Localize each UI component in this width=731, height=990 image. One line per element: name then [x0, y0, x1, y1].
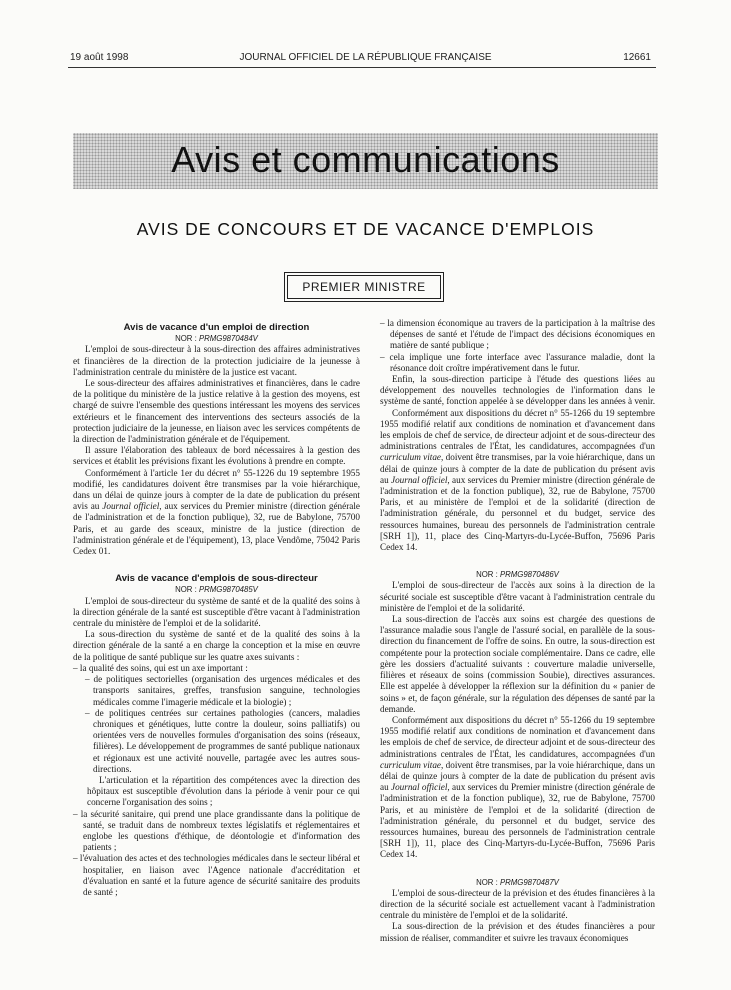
list-item: – cela implique une forte interface avec l'assurance maladie, dont la résonance doit croître impérativement dans le futur. [380, 351, 655, 373]
paragraph: La sous-direction de l'accès aux soins est chargée des questions de l'assurance maladie sous l'angle de l'assuré social, en parallèle de la sous-direction du financement de l'offre de soins. En outre, la sous-direction est compétente pour la protection sociale complémentaire. Dans ce cadre, elle gère les dossiers d'actualité suivants : couverture maladie universelle, filières et réseaux de soins (commission Soubie), directives assurances. Elle est appelée à développer la réflexion sur la définition du « panier de soins » et, de façon générale, sur la régulation des dépenses de santé par la demande. [380, 614, 655, 714]
paragraph: Le sous-directeur des affaires administratives et financières, dans le cadre de la politique du ministère de la justice relative à la gestion des moyens, est chargé de suivre l'ensemble des questions intéressant les moyens des services extérieurs et le financement des interventions des secteurs associés de la protection judiciaire de la jeunesse, en liaison avec les services compétents de la direction de l'administration générale et de l'équipement. [73, 378, 360, 445]
article-title: Avis de vacance d'emplois de sous-directeur [115, 573, 318, 585]
header-date: 19 août 1998 [70, 52, 129, 63]
list-item: – de politiques sectorielles (organisation des urgences médicales et des transports sanitaires, greffes, transfusion sanguine, technologies médicales comme l'imagerie médicale et la biologie) ; [85, 674, 360, 707]
paragraph: Il assure l'élaboration des tableaux de bord nécessaires à la gestion des services et établit les prévisions fixant les évolutions à prendre en compte. [73, 445, 360, 467]
header-rule [68, 67, 656, 68]
paragraph: L'emploi de sous-directeur de la prévision et des études financières à la direction de la sécurité sociale est actuellement vacant à l'administration centrale du ministère de l'emploi et de la solidarité. [380, 887, 655, 921]
list-item: – la sécurité sanitaire, qui prend une place grandissante dans la politique de santé, se traduit dans de nombreux textes législatifs et réglementaires et englobe les questions d'éthique, de déontologie et d'information des patients ; [73, 808, 360, 853]
list-item: – l'évaluation des actes et des technologies médicales dans le secteur libéral et hospitalier, en liaison avec l'Agence nationale d'accréditation et d'évaluation en santé et la future agence de sécurité sanitaire des produits de santé ; [73, 853, 360, 897]
paragraph: Enfin, la sous-direction participe à l'étude des questions liées au développement des nouvelles technologies de l'information dans le système de santé, fonction appelée à se développer dans les années à venir. [380, 374, 656, 407]
ministry-label: PREMIER MINISTRE [287, 275, 441, 299]
paragraph: Conformément aux dispositions du décret n° 55-1266 du 19 septembre 1955 modifié relatif aux conditions de nomination et d'avancement dans les emplois de chef de service, de directeur adjoint et de sous-directeur des administrations centrales de l'État, les candidatures, accompagnées d'un curriculum vitae, doivent être transmises, par la voie hiérarchique, dans un délai de quinze jours à compter de la date de publication du présent avis au Journal officiel, aux services du Premier ministre (direction générale de l'administration et de la fonction publique), 32, rue de Babylone, 75700 Paris, et au ministère de l'emploi et de la solidarité (direction de l'administration générale, du personnel et du budget, service des ressources humaines, bureau des personnels de l'administration centrale [SRH 1]), 11, place des Cinq-Martyrs-du-Lycée-Buffon, 75696 Paris Cedex 14. [380, 407, 656, 553]
article-title: Avis de vacance d'un emploi de direction [123, 322, 310, 333]
page-number: 12661 [623, 52, 651, 63]
section-title: AVIS DE CONCOURS ET DE VACANCE D'EMPLOIS [136, 219, 595, 239]
list-item: – la dimension économique au travers de la participation à la maîtrise des dépenses de santé et l'étude de l'impact des décisions économiques en matière de santé publique ; [380, 318, 655, 351]
nor-reference: NOR : PRMG9870485V [175, 585, 258, 595]
paragraph: Conformément à l'article 1er du décret n° 55-1226 du 19 septembre 1955 modifié, les candidatures doivent être transmises par la voie hiérarchique, dans un délai de quinze jours à compter de la date de publication du présent avis au Journal officiel, aux services du Premier ministre (direction générale de l'administration et de la fonction publique), 32, rue de Babylone, 75700 Paris, et au garde des sceaux, ministre de la justice (direction de l'administration générale et de l'équipement), 13, place Vendôme, 75042 Paris Cedex 01. [73, 467, 360, 557]
banner-title: Avis et communications [171, 139, 560, 180]
journal-title: JOURNAL OFFICIEL DE LA RÉPUBLIQUE FRANÇAISE [239, 52, 492, 63]
list-item: – la qualité des soins, qui est un axe important : [73, 662, 248, 673]
paragraph: La sous-direction de la prévision et des études financières a pour mission de réaliser, commanditer et suivre les travaux économiques [380, 921, 655, 943]
paragraph: L'articulation et la répartition des compétences avec la direction des hôpitaux est susceptible d'évolution dans la période à venir pour ce qui concerne l'organisation des soins ; [87, 774, 360, 808]
paragraph: L'emploi de sous-directeur du système de santé et de la qualité des soins à la direction générale de la santé est susceptible d'être vacant à l'administration centrale du ministère de l'emploi et de la solidarité. [73, 595, 360, 629]
nor-reference: NOR : PRMG9870486V [476, 570, 559, 580]
paragraph: L'emploi de sous-directeur de l'accès aux soins à la direction de la sécurité sociale est susceptible d'être vacant à l'administration centrale du ministère de l'emploi et de la solidarité. [380, 580, 655, 613]
nor-reference: NOR : PRMG9870487V [476, 877, 559, 887]
right-column [380, 318, 655, 944]
left-column [73, 322, 360, 898]
paragraph: L'emploi de sous-directeur à la sous-direction des affaires administratives et financières de la direction de la protection judiciaire de la jeunesse à l'administration centrale du ministère de la justice est vacant. [73, 344, 360, 377]
nor-reference: NOR : PRMG9870484V [175, 334, 258, 344]
paragraph: Conformément aux dispositions du décret n° 55-1266 du 19 septembre 1955 modifié relatif aux conditions de nomination et d'avancement dans les emplois de chef de service, de directeur adjoint et de sous-directeur des administrations centrales de l'État, les candidatures, accompagnées d'un curriculum vitae, doivent être transmises, par la voie hiérarchique, dans un délai de quinze jours à compter de la date de publication du présent avis au Journal officiel, aux services du Premier ministre (direction générale de l'administration et de la fonction publique), 32, rue de Babylone, 75700 Paris, et au ministère de l'emploi et de la solidarité (direction de l'administration générale, du personnel et du budget, service des ressources humaines, bureau des personnels de l'administration centrale [SRH 1]), 11, place des Cinq-Martyrs-du-Lycée-Buffon, 75696 Paris Cedex 14. [380, 714, 656, 860]
paragraph: La sous-direction du système de santé et de la qualité des soins à la direction générale de la santé a en charge la conception et la mise en œuvre de la politique de santé publique sur les quatre axes suivants : [73, 629, 360, 662]
list-item: – de politiques centrées sur certaines pathologies (cancers, maladies chroniques et génétiques, lutte contre la douleur, soins palliatifs) ou orientées vers de nouvelles formules d'organisation des soins (réseaux, filières). Le développement de programmes de santé publique nationaux et régionaux est une activité nouvelle, partagée avec les autres sous-directions. [85, 707, 360, 774]
